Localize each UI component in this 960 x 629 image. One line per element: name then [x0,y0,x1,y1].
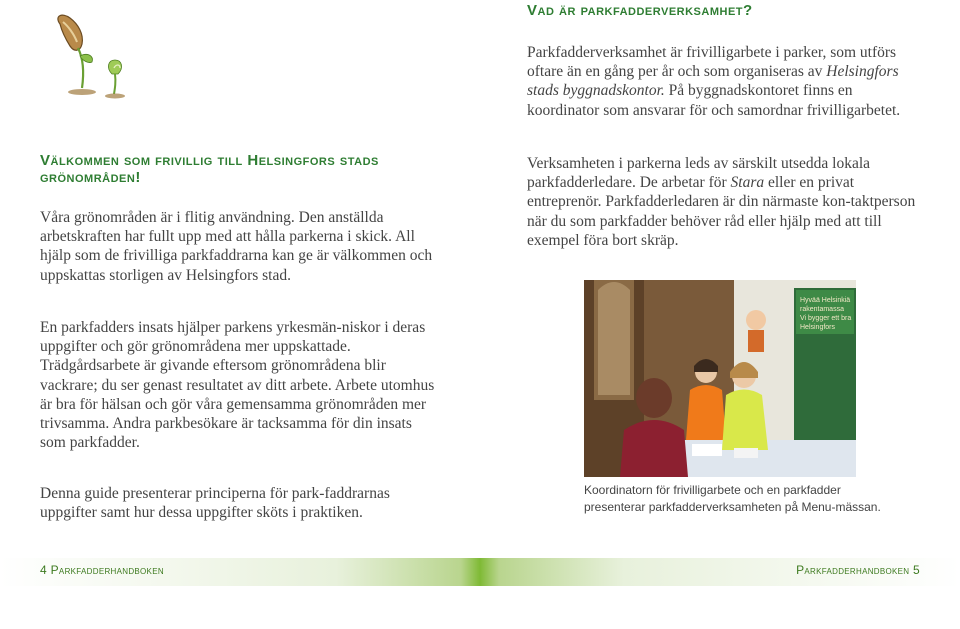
photo-banner-line-1: Hyvää Helsinkiä [800,297,851,304]
welcome-heading: Välkommen som frivillig till Helsingfors stads grönområden! [40,152,379,186]
right-paragraph-1-part-b: På byggnadskontoret finns en koordinator som ansvarar för och samordnar frivilligarbetet. [527,82,901,119]
folio-right [796,563,920,577]
fair-photo-scene [584,280,856,477]
sprouting-seed-illustration [40,8,150,118]
stara-emphasis: Stara [730,174,765,192]
photo-banner-line-3: Vi bygger ett bra [800,315,852,322]
right-paragraph-2-part-b: eller en privat entreprenör. Parkfadderledaren är din närmaste kon-taktperson när du som parkfadder behöver råd eller hjälp med att till exempel föra bort skräp. [527,174,916,249]
right-paragraph-2-part-a: Verksamheten i parkerna leds av särskilt utsedda lokala parkfadderledare. De arbetar för [527,155,871,192]
photo-banner-line-2: rakentamassa [800,306,844,313]
folio-right-title: Parkfadderhandboken [796,563,910,577]
folio-left-number: 4 [40,563,47,577]
fair-photo [584,280,856,477]
right-paragraph-1 [527,43,922,120]
photo-caption: Koordinatorn för frivilligarbete och en parkfadder presenterar parkfadderverksamheten på Menu-mässan. [584,483,881,514]
folio-left [40,563,164,577]
folio-right-number: 5 [913,563,920,577]
right-paragraph-1-part-a: Parkfadderverksamhet är frivilligarbete i parker, som utförs oftare än en gång per år och som organiseras av [527,44,897,81]
right-paragraph-2 [527,154,922,250]
photo-banner-line-4: Helsingfors [800,324,836,331]
left-paragraph-1: Våra grönområden är i flitig användning. Den anställda arbetskraften har fullt upp med att hålla parkerna i skick. All hjälp som de frivilliga parkfaddrarna kan ge är välkommen och uppskattas storligen av Helsingfors stad. [40,209,433,284]
left-paragraph-2: En parkfadders insats hjälper parkens yrkesmän-niskor i deras uppgifter och gör grönområdena mer uppskattade. Trädgårdsarbete är givande eftersom grönområdena blir vackrare; du ser genast resultatet av ditt arbete. Arbete utomhus är bra för hälsan och gör våra gemensamma grönområden mer trivsamma. Andra parkbesökare är tacksamma för din insats som parkfadder. [40,319,435,452]
building-office-emphasis: Helsingfors stads byggnadskontor. [527,63,899,100]
folio-left-title: Parkfadderhandboken [50,563,164,577]
left-paragraph-3: Denna guide presenterar principerna för park-faddrarnas uppgifter samt hur dessa uppgifter sköts i praktiken. [40,485,390,522]
what-is-heading: Vad är parkfadderverksamhet? [527,2,753,19]
